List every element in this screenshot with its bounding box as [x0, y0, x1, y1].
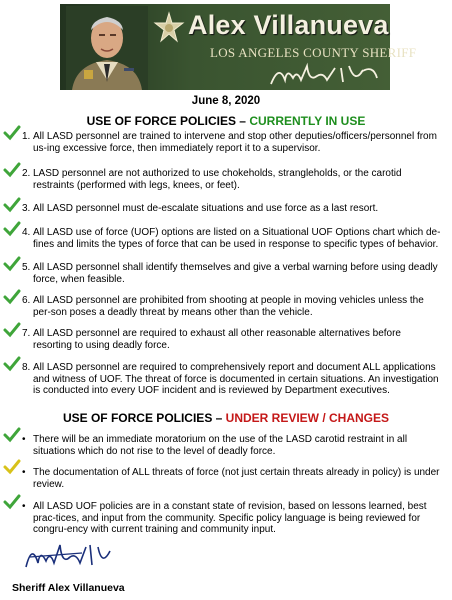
- check-icon: [4, 460, 20, 474]
- heading-prefix: USE OF FORCE POLICIES –: [86, 114, 250, 128]
- bullet: •: [22, 434, 26, 445]
- item-text: All LASD personnel shall identify themselves and give a verbal warning before using deadly force, when feasible.: [33, 262, 438, 285]
- item-number: 7.: [22, 328, 31, 339]
- check-icon: [4, 323, 20, 337]
- item-text: LASD personnel are not authorized to use chokeholds, strangleholds, or the carotid restraints (performed with legs, knees, or feet).: [33, 168, 402, 191]
- section-heading-review: [0, 411, 452, 425]
- section-heading-current: [0, 114, 452, 128]
- item-text: All LASD personnel are trained to intervene and stop other deputies/officers/personnel from us-ing excessive force, then immediately report it to a supervisor.: [33, 131, 437, 154]
- check-icon: [4, 163, 20, 177]
- item-text: All LASD UOF policies are in a constant state of revision, based on lessons learned, best prac-tices, and input from the community. Specific policy language is being reviewed for congru-ency with current training and community input.: [33, 501, 427, 536]
- check-icon: [4, 257, 20, 271]
- bullet: •: [22, 501, 26, 512]
- heading-prefix: USE OF FORCE POLICIES –: [62, 411, 226, 425]
- sheriff-star-icon: [153, 12, 185, 44]
- item-text: All LASD personnel are prohibited from shooting at people in moving vehicles unless the per-son poses a deadly threat by means other than the vehicle.: [33, 295, 424, 318]
- item-text: The documentation of ALL threats of force (not just certain threats already in policy) is under review.: [33, 467, 440, 490]
- item-number: 3.: [22, 203, 31, 214]
- check-icon: [4, 495, 20, 509]
- item-text: All LASD personnel must de-escalate situations and use force as a last resort.: [33, 203, 379, 214]
- heading-highlight: CURRENTLY IN USE: [249, 114, 366, 128]
- item-number: 5.: [22, 262, 31, 273]
- check-icon: [4, 357, 20, 371]
- item-text: All LASD personnel are required to comprehensively report and document ALL applications and witness of UOF. The threat of force is documented in certain situations. An investigation is conducted into every UOF incident and is reviewed by Department executives.: [33, 362, 439, 397]
- item-text: All LASD personnel are required to exhaust all other reasonable alternatives before resorting to using deadly force.: [33, 328, 401, 351]
- heading-highlight: UNDER REVIEW / CHANGES: [225, 411, 390, 425]
- header-banner: [60, 4, 417, 90]
- handwritten-signature: [22, 539, 114, 571]
- banner-signature: [265, 60, 385, 88]
- check-icon: [4, 428, 20, 442]
- check-icon: [4, 290, 20, 304]
- sheriff-portrait: [66, 6, 148, 90]
- item-number: 2.: [22, 168, 31, 179]
- document-date: June 8, 2020: [191, 95, 261, 107]
- check-icon: [4, 126, 20, 140]
- banner-name: Alex Villanueva: [188, 10, 389, 40]
- item-number: 6.: [22, 295, 31, 306]
- item-number: 4.: [22, 227, 31, 238]
- check-icon: [4, 198, 20, 212]
- item-number: 8.: [22, 362, 31, 373]
- check-icon: [4, 222, 20, 236]
- item-text: All LASD use of force (UOF) options are listed on a Situational UOF Options chart which de-fines and limits the types of force that can be used in response to specific types of behavior.: [33, 227, 441, 250]
- item-number: 1.: [22, 131, 31, 142]
- bullet: •: [22, 467, 26, 478]
- signoff-name: Sheriff Alex Villanueva: [12, 582, 125, 594]
- banner-title: LOS ANGELES COUNTY SHERIFF: [210, 45, 417, 60]
- item-text: There will be an immediate moratorium on the use of the LASD carotid restraint in all situations which do not rise to the level of deadly force.: [33, 434, 408, 457]
